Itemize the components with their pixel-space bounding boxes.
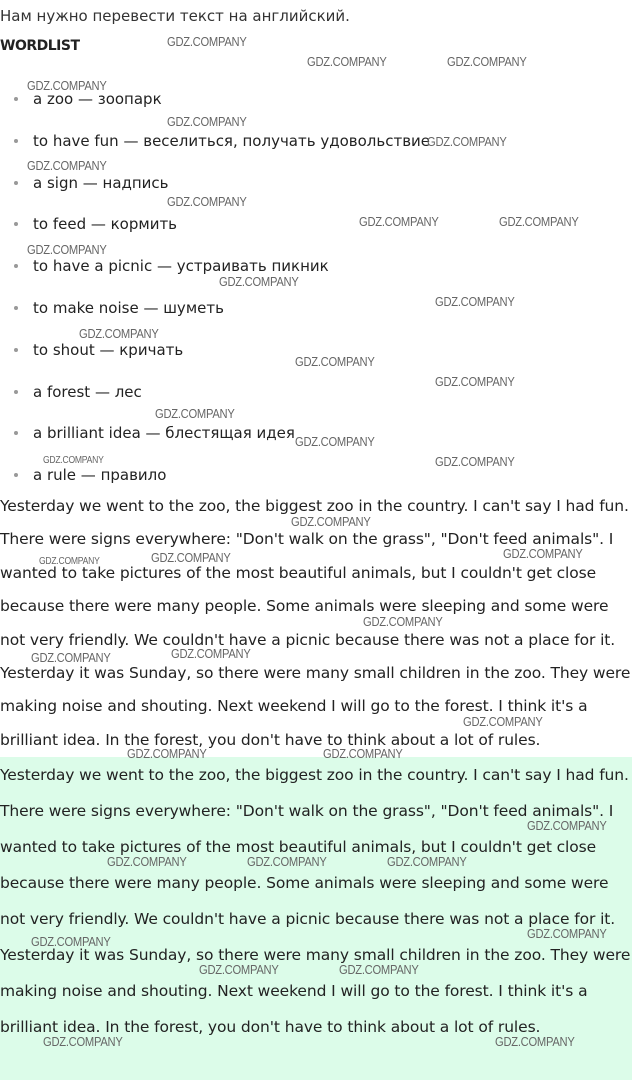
text-paragraph: Yesterday we went to the zoo, the biggest zoo in the country. I can't say I had fun. There were signs everywhere: "Don't walk on the grass", "Don't feed animals". I wanted to take pictures of the most beautiful animals, but I couldn't get close because there were many people. Some animals were sleeping and some were not very friendly. We couldn't have a picnic because there was not a place for it. Yesterday it was Sunday, so there were many small children in the zoo. They were making noise and shouting. Next weekend I will go to the forest. I think it's a brilliant idea. In the forest, you don't have to think about a lot of rules. xyxy=(0,497,631,749)
watermark: GDZ.COMPANY xyxy=(295,434,375,449)
bullet-icon xyxy=(14,431,18,435)
watermark: GDZ.COMPANY xyxy=(107,854,187,869)
watermark: GDZ.COMPANY xyxy=(151,550,231,565)
watermark: GDZ.COMPANY xyxy=(495,1034,575,1049)
watermark: GDZ.COMPANY xyxy=(43,1034,123,1049)
watermark: GDZ.COMPANY xyxy=(463,714,543,729)
watermark: GDZ.COMPANY xyxy=(447,54,527,69)
watermark: GDZ.COMPANY xyxy=(155,406,235,421)
answer-paragraph: Yesterday we went to the zoo, the biggest zoo in the country. I can't say I had fun. There were signs everywhere: "Don't walk on the grass", "Don't feed animals". I wanted to take pictures of the most beautiful animals, but I couldn't get close because there were many people. Some animals were sleeping and some were not very friendly. We couldn't have a picnic because there was not a place for it. Yesterday it was Sunday, so there were many small children in the zoo. They were making noise and shouting. Next weekend I will go to the forest. I think it's a brilliant idea. In the forest, you don't have to think about a lot of rules. xyxy=(0,766,631,1036)
watermark: GDZ.COMPANY xyxy=(171,646,251,661)
intro-text: Нам нужно перевести текст на английский. xyxy=(0,7,350,25)
watermark: GDZ.COMPANY xyxy=(247,854,327,869)
watermark: GDZ.COMPANY xyxy=(323,746,403,761)
watermark: GDZ.COMPANY xyxy=(27,158,107,173)
bullet-icon xyxy=(14,139,18,143)
watermark: GDZ.COMPANY xyxy=(435,294,515,309)
bullet-icon xyxy=(14,390,18,394)
watermark: GDZ.COMPANY xyxy=(339,962,419,977)
watermark: GDZ.COMPANY xyxy=(43,455,104,466)
watermark: GDZ.COMPANY xyxy=(199,962,279,977)
bullet-icon xyxy=(14,222,18,226)
watermark: GDZ.COMPANY xyxy=(387,854,467,869)
watermark: GDZ.COMPANY xyxy=(527,818,607,833)
watermark: GDZ.COMPANY xyxy=(291,514,371,529)
watermark: GDZ.COMPANY xyxy=(31,934,111,949)
watermark: GDZ.COMPANY xyxy=(435,374,515,389)
watermark: GDZ.COMPANY xyxy=(435,454,515,469)
bullet-icon xyxy=(14,97,18,101)
bullet-icon xyxy=(14,348,18,352)
watermark: GDZ.COMPANY xyxy=(167,34,247,49)
wordlist-title: WORDLIST xyxy=(0,38,80,54)
watermark: GDZ.COMPANY xyxy=(427,134,507,149)
watermark: GDZ.COMPANY xyxy=(27,78,107,93)
bullet-icon xyxy=(14,306,18,310)
watermark: GDZ.COMPANY xyxy=(359,214,439,229)
bullet-icon xyxy=(14,264,18,268)
watermark: GDZ.COMPANY xyxy=(167,194,247,209)
watermark: GDZ.COMPANY xyxy=(503,546,583,561)
bullet-icon xyxy=(14,473,18,477)
bullet-icon xyxy=(14,181,18,185)
watermark: GDZ.COMPANY xyxy=(307,54,387,69)
watermark: GDZ.COMPANY xyxy=(127,746,207,761)
watermark: GDZ.COMPANY xyxy=(27,242,107,257)
watermark: GDZ.COMPANY xyxy=(527,926,607,941)
watermark: GDZ.COMPANY xyxy=(39,556,100,567)
watermark: GDZ.COMPANY xyxy=(499,214,579,229)
watermark: GDZ.COMPANY xyxy=(219,274,299,289)
watermark: GDZ.COMPANY xyxy=(79,326,159,341)
watermark: GDZ.COMPANY xyxy=(295,354,375,369)
watermark: GDZ.COMPANY xyxy=(31,650,111,665)
watermark: GDZ.COMPANY xyxy=(167,114,247,129)
watermark: GDZ.COMPANY xyxy=(363,614,443,629)
